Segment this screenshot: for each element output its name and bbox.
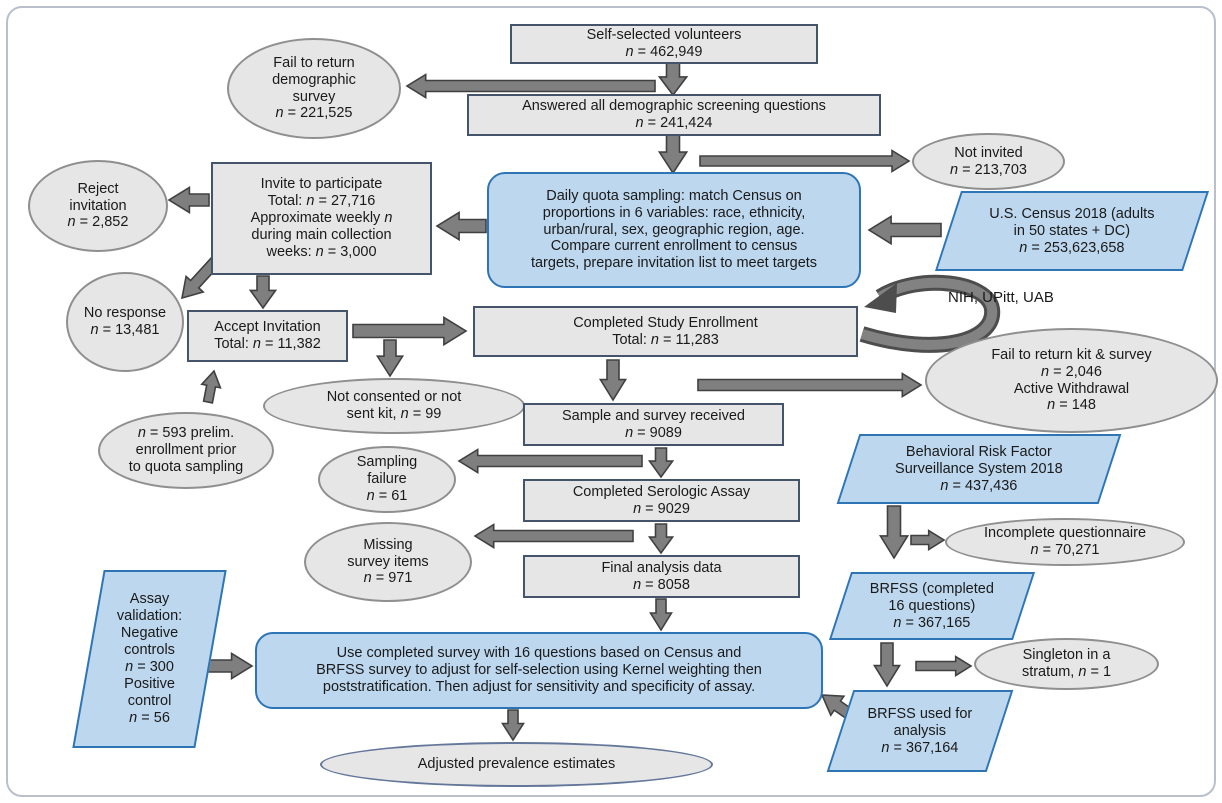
node-prelim-enrollment: n = 593 prelim. enrollment prior to quota sampling [98,412,274,489]
node-missing-survey-items: Missing survey items n = 971 [304,522,472,602]
node-not-consented: Not consented or not sent kit, n = 99 [263,378,525,434]
node-brfss-used-analysis: BRFSS used for analysis n = 367,164 [827,690,1014,772]
node-brfss-2018: Behavioral Risk Factor Surveillance System 2018 n = 437,436 [837,434,1122,504]
node-final-analysis-data: Final analysis data n = 8058 [523,555,800,598]
consortium-label: NIH, UPitt, UAB [948,289,1054,307]
node-reject-invitation: Reject invitation n = 2,852 [28,160,168,252]
node-kernel-weighting-adjustment: Use completed survey with 16 questions based on Census and BRFSS survey to adjust for self-selection using Kernel weighting then poststratification. Then adjust for sensitivity and specificity of assay. [255,632,823,709]
node-daily-quota-sampling: Daily quota sampling: match Census on proportions in 6 variables: race, ethnicity, urban/rural, sex, geographic region, age. Compare current enrollment to census targets, prepare invitation list to meet targets [487,172,861,288]
node-us-census-2018: U.S. Census 2018 (adults in 50 states + DC) n = 253,623,658 [935,191,1209,271]
node-assay-validation: Assay validation: Negative controls n = 300 Positive control n = 56 [72,570,226,748]
node-answered-screening: Answered all demographic screening questions n = 241,424 [467,94,881,136]
node-accept-invitation: Accept Invitation Total: n = 11,382 [187,310,348,362]
node-sampling-failure: Sampling failure n = 61 [318,446,456,513]
node-invite-to-participate: Invite to participate Total: n = 27,716 Approximate weekly n during main collection weeks: n = 3,000 [211,162,432,275]
node-self-selected-volunteers: Self-selected volunteers n = 462,949 [510,24,818,64]
node-adjusted-prevalence: Adjusted prevalence estimates [320,742,713,787]
node-sample-survey-received: Sample and survey received n = 9089 [523,403,784,446]
node-completed-serologic-assay: Completed Serologic Assay n = 9029 [523,479,800,522]
node-no-response: No response n = 13,481 [66,272,184,372]
node-singleton-stratum: Singleton in a stratum, n = 1 [974,638,1159,690]
node-completed-enrollment: Completed Study Enrollment Total: n = 11,283 [473,306,858,357]
node-fail-demographic-survey: Fail to return demographic survey n = 221,525 [227,38,401,139]
node-fail-return-kit: Fail to return kit & survey n = 2,046 Active Withdrawal n = 148 [925,328,1218,433]
node-brfss-completed-16: BRFSS (completed 16 questions) n = 367,165 [829,572,1035,640]
node-incomplete-questionnaire: Incomplete questionnaire n = 70,271 [945,518,1185,566]
node-not-invited: Not invited n = 213,703 [912,133,1065,190]
